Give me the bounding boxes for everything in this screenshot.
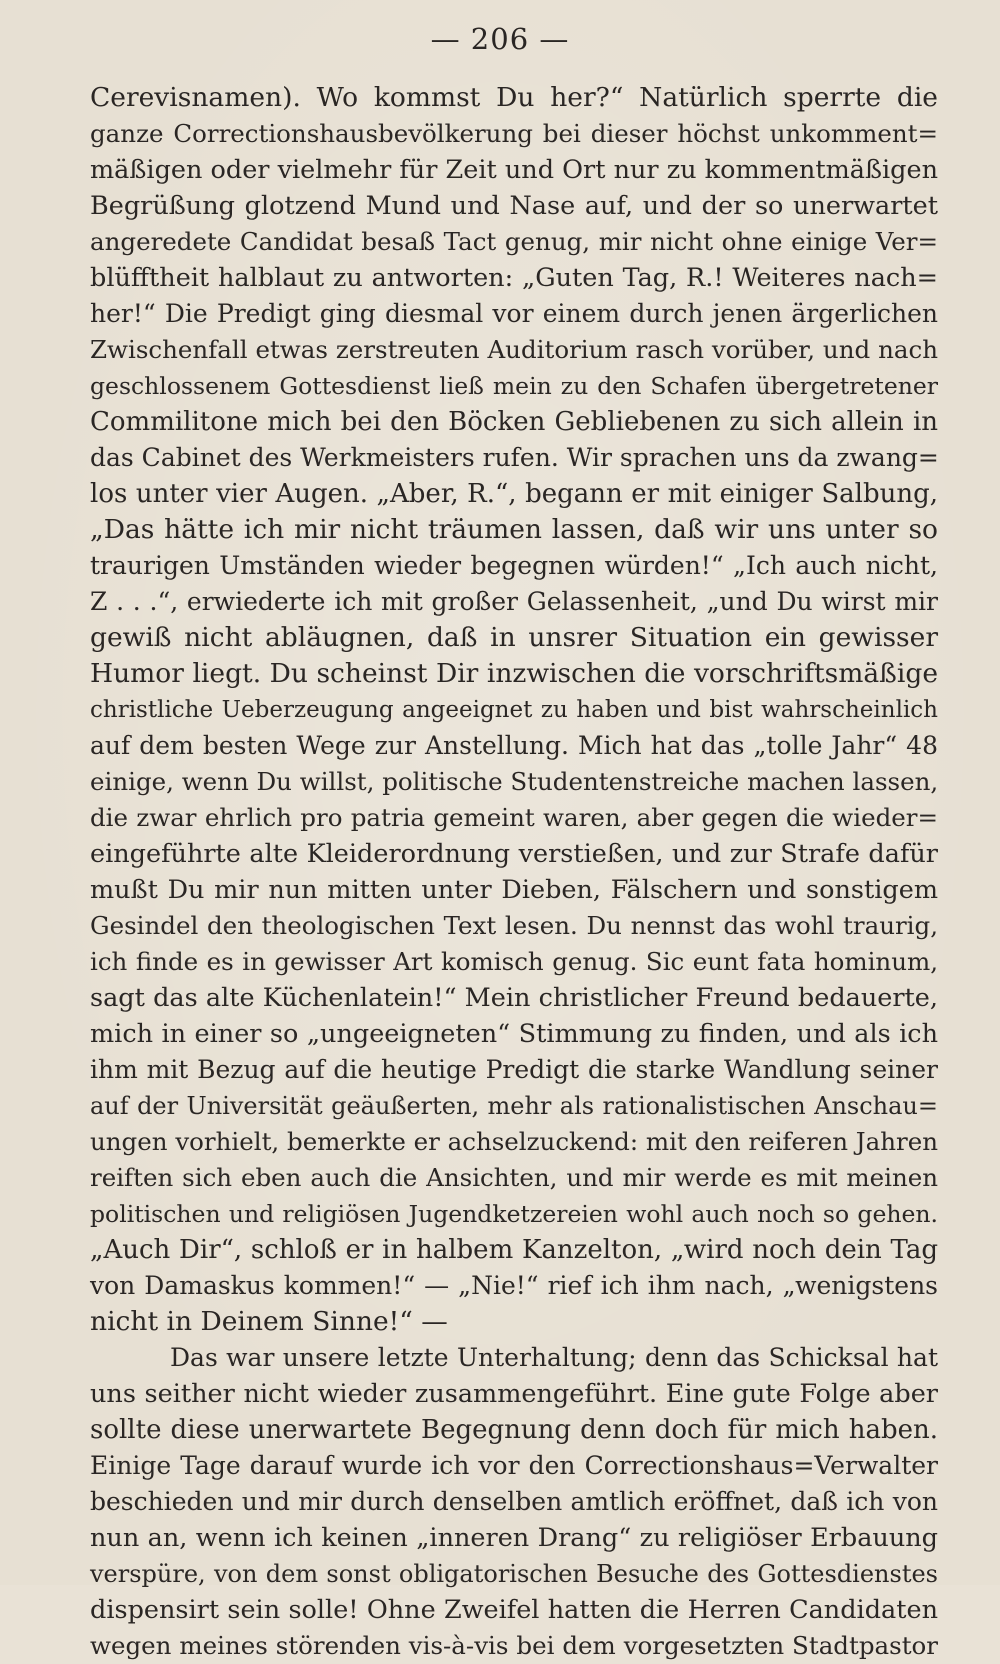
text-line: angeredete Candidat besaß Tact genug, mir nicht ohne einige Ver= [90,227,938,256]
text-line: mich in einer so „ungeeigneten“ Stimmung zu finden, und als ich [90,1019,938,1049]
text-line: eingeführte alte Kleiderordnung verstießen, und zur Strafe dafür [90,839,938,869]
text-line: mußt Du mir nun mitten unter Dieben, Fälschern und sonstigem [90,875,938,905]
page-number: — 206 — [430,22,570,56]
text-line: christliche Ueberzeugung angeeignet zu haben und bist wahrscheinlich [90,697,938,723]
text-line: auf dem besten Wege zur Anstellung. Mich hat das „tolle Jahr“ 48 [90,731,938,760]
text-line: nun an, wenn ich keinen „inneren Drang“ zu religiöser Erbauung [90,1523,938,1553]
text-line: geschlossenem Gottesdienst ließ mein zu den Schafen übergetretener [90,372,938,400]
text-line: ihm mit Bezug auf die heutige Predigt die starke Wandlung seiner [90,1055,938,1084]
text-line: Das war unsere letzte Unterhaltung; denn das Schicksal hat [170,1343,938,1372]
text-line: nicht in Deinem Sinne!“ — [90,1306,448,1337]
text-line: traurigen Umständen wieder begegnen würden!“ „Ich auch nicht, [90,551,938,580]
text-line: das Cabinet des Werkmeisters rufen. Wir sprachen uns da zwang= [90,443,939,472]
text-line: reiften sich eben auch die Ansichten, und mir werde es mit meinen [90,1163,938,1192]
text-line: Einige Tage darauf wurde ich vor den Correctionshaus=Verwalter [90,1451,938,1480]
text-line: politischen und religiösen Jugendketzereien wohl auch noch so gehen. [90,1200,938,1228]
text-line: wegen meines störenden vis-à-vis bei dem vorgesetzten Stadtpastor [90,1631,938,1660]
text-line: sagt das alte Küchenlatein!“ Mein christlicher Freund bedauerte, [90,983,938,1013]
text-line: von Damaskus kommen!“ — „Nie!“ rief ich ihm nach, „wenigstens [90,1271,938,1300]
text-line: Gesindel den theologischen Text lesen. Du nennst das wohl traurig, [90,911,938,940]
text-line: dispensirt sein solle! Ohne Zweifel hatten die Herren Candidaten [90,1595,938,1625]
text-line: „Auch Dir“, schloß er in halbem Kanzelton, „wird noch dein Tag [90,1235,938,1265]
text-line: die zwar ehrlich pro patria gemeint waren, aber gegen die wieder= [90,803,938,832]
body-text [90,80,938,1664]
text-line: sollte diese unerwartete Begegnung denn doch für mich haben. [90,1415,938,1445]
text-line: Begrüßung glotzend Mund und Nase auf, und der so unerwartet [90,191,938,221]
text-line: gewiß nicht abläugnen, daß in unsrer Situation ein gewisser [90,622,938,653]
text-line: ich finde es in gewisser Art komisch genug. Sic eunt fata hominum, [90,947,938,976]
text-line: verspüre, von dem sonst obligatorischen Besuche des Gottesdienstes [90,1560,938,1588]
text-line: Cerevisnamen). Wo kommst Du her?“ Natürlich sperrte die [90,82,938,113]
text-line: Z . . .“, erwiederte ich mit großer Gelassenheit, „und Du wirst mir [90,587,938,616]
text-line: Commilitone mich bei den Böcken Gebliebenen zu sich allein in [90,407,938,437]
text-line: mäßigen oder vielmehr für Zeit und Ort nur zu kommentmäßigen [90,155,939,185]
text-line: blüfftheit halblaut zu antworten: „Guten Tag, R.! Weiteres nach= [90,263,938,293]
text-line: beschieden und mir durch denselben amtlich eröffnet, daß ich von [90,1487,938,1516]
text-line: Zwischenfall etwas zerstreuten Auditorium rasch vorüber, und nach [90,335,938,364]
text-line: auf der Universität geäußerten, mehr als rationalistischen Anschau= [90,1092,938,1120]
text-line: ganze Correctionshausbevölkerung bei dieser höchst unkomment= [90,119,938,148]
text-line: uns seither nicht wieder zusammengeführt. Eine gute Folge aber [90,1379,938,1409]
text-line: her!“ Die Predigt ging diesmal vor einem durch jenen ärgerlichen [90,299,938,328]
text-line: „Das hätte ich mir nicht träumen lassen, daß wir uns unter so [90,514,938,545]
text-line: Humor liegt. Du scheinst Dir inzwischen die vorschriftsmäßige [90,658,938,689]
text-line: ungen vorhielt, bemerkte er achselzuckend: mit den reiferen Jahren [90,1127,938,1156]
text-line: einige, wenn Du willst, politische Studentenstreiche machen lassen, [90,767,939,796]
text-line: los unter vier Augen. „Aber, R.“, begann er mit einiger Salbung, [90,479,938,509]
